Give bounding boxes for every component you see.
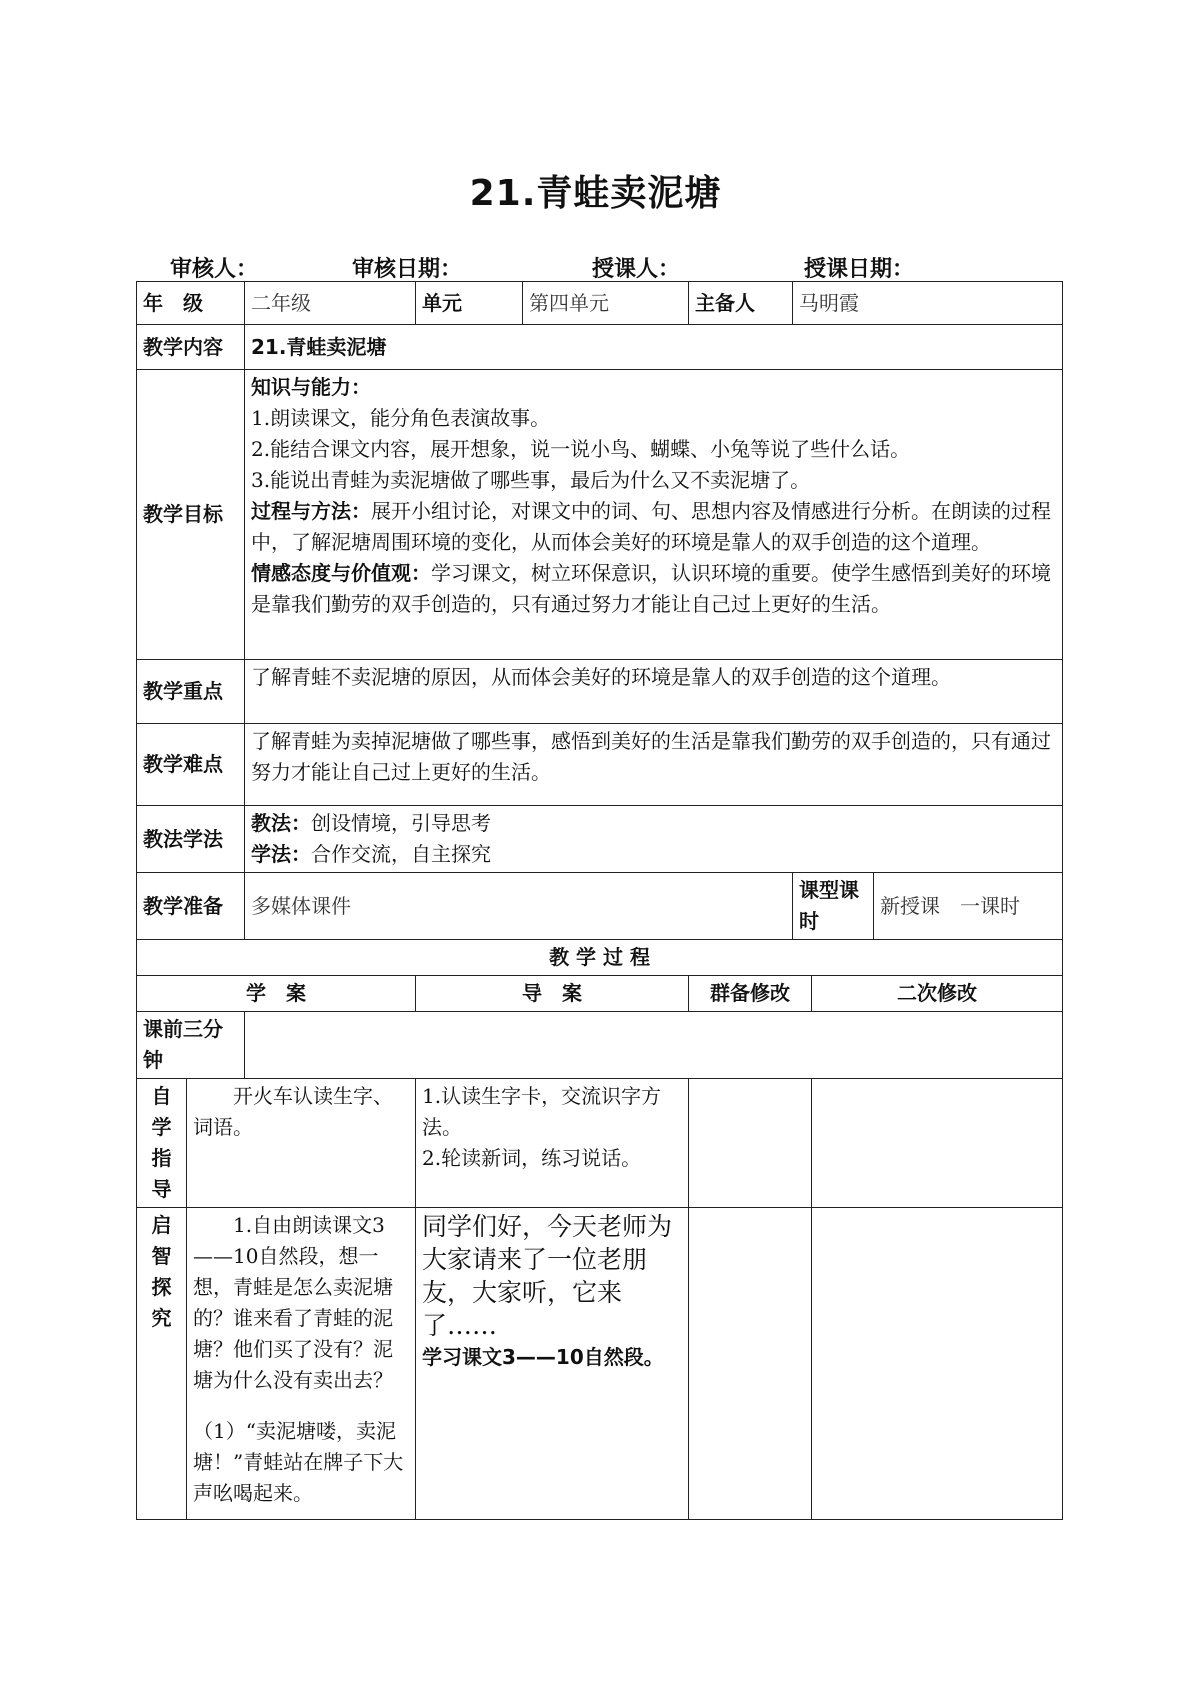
process-columns-row xyxy=(137,976,1063,1012)
prep-row xyxy=(137,873,1063,940)
self-study-group-edit xyxy=(689,1079,812,1208)
page-title: 21.青蛙卖泥塘 xyxy=(469,173,722,214)
knowledge-heading: 知识与能力： xyxy=(251,375,371,399)
goals-cell xyxy=(245,370,1063,660)
lesson-plan-table xyxy=(136,281,1063,1520)
review-date-label: 审核日期： xyxy=(352,257,463,282)
preparer-label: 主备人 xyxy=(689,282,793,325)
difficulties-value: 了解青蛙为卖掉泥塘做了哪些事，感悟到美好的生活是靠我们勤劳的双手创造的，只有通过努力才能让自己过上更好的生活。 xyxy=(245,724,1063,806)
lesson-type-value: 新授课 一课时 xyxy=(874,873,1063,940)
column-second-edit: 二次修改 xyxy=(812,976,1063,1012)
key-points-row xyxy=(137,660,1063,724)
explore-study-text-1: 1.自由朗读课文3——10自然段，想一想，青蛙是怎么卖泥塘的？谁来看了青蛙的泥塘？他们买了没有？泥塘为什么没有卖出去？ xyxy=(193,1213,393,1392)
goals-row xyxy=(137,370,1063,660)
explore-label: 启智探究 xyxy=(151,1213,172,1330)
grade-value: 二年级 xyxy=(245,282,416,325)
difficulties-label: 教学难点 xyxy=(137,724,245,806)
unit-label: 单元 xyxy=(416,282,523,325)
methods-row xyxy=(137,806,1063,873)
teacher-label: 授课人： xyxy=(592,257,681,282)
prep-value: 多媒体课件 xyxy=(245,873,793,940)
process-heading-row xyxy=(137,940,1063,976)
pre-class-label: 课前三分钟 xyxy=(137,1012,245,1079)
explore-guide-bold: 学习课文3——10自然段。 xyxy=(422,1345,664,1369)
emotion-heading: 情感态度与价值观： xyxy=(251,561,431,585)
self-study-row xyxy=(137,1079,1063,1208)
info-row xyxy=(137,282,1063,325)
difficulties-row xyxy=(137,724,1063,806)
prep-label: 教学准备 xyxy=(137,873,245,940)
self-study-study-cell xyxy=(187,1079,416,1208)
preparer-value: 马明霞 xyxy=(793,282,1063,325)
self-study-guide-cell xyxy=(416,1079,689,1208)
self-study-label-cell xyxy=(137,1079,187,1208)
content-value: 21.青蛙卖泥塘 xyxy=(245,325,1063,370)
emotion-text: 学习课文，树立环保意识，认识环境的重要。使学生感悟到美好的环境是靠我们勤劳的双手创造的，只有通过努力才能让自己过上更好的生活。 xyxy=(251,561,1051,616)
methods-cell xyxy=(245,806,1063,873)
teach-date-label: 授课日期： xyxy=(804,257,915,282)
methods-label: 教法学法 xyxy=(137,806,245,873)
column-guide: 导 案 xyxy=(416,976,689,1012)
explore-study-cell xyxy=(187,1208,416,1520)
learn-method-heading: 学法： xyxy=(251,842,311,866)
grade-label: 年 级 xyxy=(137,282,245,325)
lesson-type-label: 课型课时 xyxy=(793,873,874,940)
reviewer-label: 审核人： xyxy=(170,257,259,282)
pre-class-row xyxy=(137,1012,1063,1079)
goals-label: 教学目标 xyxy=(137,370,245,660)
self-study-label: 自学指导 xyxy=(151,1084,172,1201)
knowledge-item: 3.能说出青蛙为卖泥塘做了哪些事，最后为什么又不卖泥塘了。 xyxy=(251,468,811,492)
explore-group-edit xyxy=(689,1208,812,1520)
self-study-study-text: 开火车认读生字、词语。 xyxy=(193,1084,393,1139)
teach-method-heading: 教法： xyxy=(251,811,311,835)
process-heading: 过程与方法： xyxy=(251,499,371,523)
column-study: 学 案 xyxy=(137,976,416,1012)
self-study-second-edit xyxy=(812,1079,1063,1208)
self-study-guide-item: 1.认读生字卡，交流识字方法。 xyxy=(422,1084,662,1139)
knowledge-item: 2.能结合课文内容，展开想象，说一说小鸟、蝴蝶、小兔等说了些什么话。 xyxy=(251,437,911,461)
explore-second-edit xyxy=(812,1208,1063,1520)
process-text: 展开小组讨论，对课文中的词、句、思想内容及情感进行分析。在朗读的过程中，了解泥塘周围环境的变化，从而体会美好的环境是靠人的双手创造的这个道理。 xyxy=(251,499,1051,554)
unit-value: 第四单元 xyxy=(523,282,689,325)
self-study-guide-item: 2.轮读新词，练习说话。 xyxy=(422,1146,642,1170)
content-label: 教学内容 xyxy=(137,325,245,370)
column-group-edit: 群备修改 xyxy=(689,976,812,1012)
process-heading: 教 学 过 程 xyxy=(137,940,1063,976)
content-row xyxy=(137,325,1063,370)
explore-guide-cell xyxy=(416,1208,689,1520)
key-points-value: 了解青蛙不卖泥塘的原因，从而体会美好的环境是靠人的双手创造的这个道理。 xyxy=(245,660,1063,724)
explore-guide-text: 同学们好，今天老师为大家请来了一位老朋友，大家听，它来了…… xyxy=(422,1212,673,1340)
explore-row xyxy=(137,1208,1063,1520)
explore-label-cell xyxy=(137,1208,187,1520)
knowledge-item: 1.朗读课文，能分角色表演故事。 xyxy=(251,406,551,430)
pre-class-content xyxy=(245,1012,1063,1079)
explore-study-text-2: （1）“卖泥塘喽，卖泥塘！”青蛙站在牌子下大声吆喝起来。 xyxy=(193,1419,404,1505)
teach-method-value: 创设情境，引导思考 xyxy=(311,811,491,835)
key-points-label: 教学重点 xyxy=(137,660,245,724)
learn-method-value: 合作交流，自主探究 xyxy=(311,842,491,866)
